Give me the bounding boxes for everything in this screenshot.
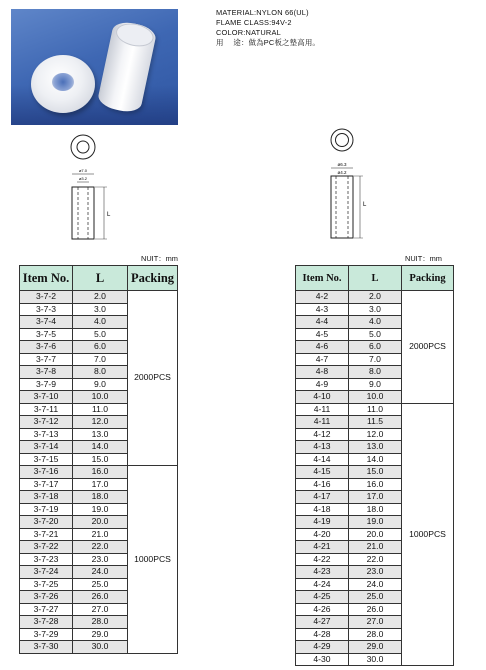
inner-circle	[77, 141, 89, 153]
spec-table-3-7	[19, 265, 178, 654]
length-cell: 15.0	[73, 453, 128, 466]
item-number-cell: 4-6	[296, 341, 349, 354]
item-number-cell: 4-3	[296, 303, 349, 316]
length-cell: 20.0	[73, 516, 128, 529]
inner-circle	[336, 134, 349, 147]
length-cell: 24.0	[349, 578, 402, 591]
item-number-cell: 4-12	[296, 428, 349, 441]
length-cell: 10.0	[73, 391, 128, 404]
header-length: L	[349, 266, 402, 291]
length-cell: 16.0	[73, 466, 128, 479]
length-cell: 14.0	[73, 441, 128, 454]
item-number-cell: 3-7-11	[20, 403, 73, 416]
item-number-cell: 3-7-30	[20, 641, 73, 654]
length-cell: 6.0	[73, 341, 128, 354]
flame-class-line: FLAME CLASS:94V-2	[216, 18, 292, 27]
item-number-cell: 4-25	[296, 591, 349, 604]
item-number-cell: 3-7-4	[20, 316, 73, 329]
item-number-cell: 4-14	[296, 453, 349, 466]
packing-cell: 1000PCS	[402, 403, 454, 666]
item-number-cell: 4-24	[296, 578, 349, 591]
item-number-cell: 4-16	[296, 478, 349, 491]
length-cell: 25.0	[73, 578, 128, 591]
usage-line: 用 途：做為PC板之墊高用。	[216, 38, 321, 47]
item-number-cell: 4-26	[296, 603, 349, 616]
length-cell: 28.0	[73, 616, 128, 629]
item-number-cell: 3-7-21	[20, 528, 73, 541]
length-cell: 28.0	[349, 628, 402, 641]
outer-circle	[71, 135, 95, 159]
side-view	[331, 176, 353, 238]
item-number-cell: 3-7-12	[20, 416, 73, 429]
item-number-cell: 3-7-7	[20, 353, 73, 366]
length-cell: 9.0	[73, 378, 128, 391]
length-cell: 11.0	[73, 403, 128, 416]
item-number-cell: 4-28	[296, 628, 349, 641]
id-label: ø4.2	[337, 170, 347, 175]
item-number-cell: 4-22	[296, 553, 349, 566]
length-cell: 26.0	[73, 591, 128, 604]
length-cell: 15.0	[349, 466, 402, 479]
length-cell: 19.0	[73, 503, 128, 516]
length-cell: 19.0	[349, 516, 402, 529]
item-number-cell: 4-27	[296, 616, 349, 629]
length-cell: 20.0	[349, 528, 402, 541]
item-number-cell: 4-11	[296, 403, 349, 416]
length-cell: 16.0	[349, 478, 402, 491]
length-cell: 18.0	[73, 491, 128, 504]
item-number-cell: 3-7-26	[20, 591, 73, 604]
header-length: L	[73, 266, 128, 291]
item-number-cell: 3-7-22	[20, 541, 73, 554]
header-item-no: Item No.	[296, 266, 349, 291]
length-cell: 3.0	[73, 303, 128, 316]
item-number-cell: 3-7-17	[20, 478, 73, 491]
item-number-cell: 4-11	[296, 416, 349, 429]
length-cell: 29.0	[349, 641, 402, 654]
length-cell: 14.0	[349, 453, 402, 466]
id-label: ø3.2	[78, 176, 88, 181]
item-number-cell: 3-7-18	[20, 491, 73, 504]
packing-cell: 2000PCS	[402, 291, 454, 404]
table-row	[296, 403, 454, 416]
length-cell: 23.0	[349, 566, 402, 579]
length-cell: 22.0	[349, 553, 402, 566]
item-number-cell: 4-7	[296, 353, 349, 366]
length-cell: 7.0	[349, 353, 402, 366]
material-specs	[216, 8, 320, 48]
item-number-cell: 4-29	[296, 641, 349, 654]
side-view	[72, 187, 94, 239]
length-cell: 4.0	[349, 316, 402, 329]
length-cell: 29.0	[73, 628, 128, 641]
table-row	[20, 291, 178, 304]
length-cell: 2.0	[349, 291, 402, 304]
length-cell: 4.0	[73, 316, 128, 329]
item-number-cell: 3-7-9	[20, 378, 73, 391]
header-item-no: Item No.	[20, 266, 73, 291]
length-cell: 8.0	[349, 366, 402, 379]
length-cell: 3.0	[349, 303, 402, 316]
item-number-cell: 3-7-29	[20, 628, 73, 641]
length-cell: 18.0	[349, 503, 402, 516]
item-number-cell: 3-7-6	[20, 341, 73, 354]
packing-cell: 2000PCS	[128, 291, 178, 466]
item-number-cell: 3-7-16	[20, 466, 73, 479]
item-number-cell: 3-7-10	[20, 391, 73, 404]
length-cell: 13.0	[73, 428, 128, 441]
item-number-cell: 3-7-19	[20, 503, 73, 516]
spacer-drawing-left	[66, 132, 126, 244]
item-number-cell: 4-17	[296, 491, 349, 504]
length-cell: 10.0	[349, 391, 402, 404]
length-cell: 26.0	[349, 603, 402, 616]
header-packing: Packing	[128, 266, 178, 291]
item-number-cell: 3-7-5	[20, 328, 73, 341]
item-number-cell: 3-7-25	[20, 578, 73, 591]
outer-circle	[331, 129, 353, 151]
length-cell: 11.0	[349, 403, 402, 416]
item-number-cell: 4-19	[296, 516, 349, 529]
item-number-cell: 4-13	[296, 441, 349, 454]
item-number-cell: 3-7-28	[20, 616, 73, 629]
od-label: ø7.0	[78, 168, 88, 173]
length-cell: 12.0	[349, 428, 402, 441]
table-header-row	[20, 266, 178, 291]
length-cell: 2.0	[73, 291, 128, 304]
length-cell: 12.0	[73, 416, 128, 429]
item-number-cell: 3-7-24	[20, 566, 73, 579]
length-cell: 23.0	[73, 553, 128, 566]
item-number-cell: 3-7-2	[20, 291, 73, 304]
length-cell: 30.0	[73, 641, 128, 654]
item-number-cell: 3-7-27	[20, 603, 73, 616]
length-label: L	[363, 202, 367, 208]
item-number-cell: 3-7-15	[20, 453, 73, 466]
item-number-cell: 4-18	[296, 503, 349, 516]
length-cell: 21.0	[73, 528, 128, 541]
item-number-cell: 3-7-23	[20, 553, 73, 566]
length-cell: 22.0	[73, 541, 128, 554]
spacer-drawing-right	[322, 124, 382, 244]
length-cell: 13.0	[349, 441, 402, 454]
length-cell: 17.0	[73, 478, 128, 491]
unit-label-right: NUIT：mm	[405, 254, 442, 263]
length-cell: 24.0	[73, 566, 128, 579]
length-label: L	[107, 212, 111, 218]
spacer-top	[114, 20, 156, 49]
short-spacer-image	[31, 55, 95, 113]
item-number-cell: 4-2	[296, 291, 349, 304]
item-number-cell: 3-7-3	[20, 303, 73, 316]
item-number-cell: 4-30	[296, 653, 349, 666]
product-photo	[11, 9, 178, 125]
table-row	[296, 291, 454, 304]
material-line: MATERIAL:NYLON 66(UL)	[216, 8, 309, 17]
item-number-cell: 4-15	[296, 466, 349, 479]
spacer-hole	[52, 73, 74, 91]
item-number-cell: 3-7-13	[20, 428, 73, 441]
length-cell: 6.0	[349, 341, 402, 354]
length-cell: 5.0	[349, 328, 402, 341]
table-header-row	[296, 266, 454, 291]
item-number-cell: 4-4	[296, 316, 349, 329]
length-cell: 7.0	[73, 353, 128, 366]
item-number-cell: 4-23	[296, 566, 349, 579]
item-number-cell: 4-20	[296, 528, 349, 541]
color-line: COLOR:NATURAL	[216, 28, 281, 37]
length-cell: 30.0	[349, 653, 402, 666]
item-number-cell: 4-8	[296, 366, 349, 379]
header-packing: Packing	[402, 266, 454, 291]
length-cell: 5.0	[73, 328, 128, 341]
length-cell: 27.0	[73, 603, 128, 616]
length-cell: 8.0	[73, 366, 128, 379]
length-cell: 17.0	[349, 491, 402, 504]
length-cell: 11.5	[349, 416, 402, 429]
length-cell: 21.0	[349, 541, 402, 554]
item-number-cell: 4-21	[296, 541, 349, 554]
length-cell: 25.0	[349, 591, 402, 604]
item-number-cell: 3-7-20	[20, 516, 73, 529]
item-number-cell: 4-9	[296, 378, 349, 391]
packing-cell: 1000PCS	[128, 466, 178, 654]
length-cell: 9.0	[349, 378, 402, 391]
od-label: ø6.3	[337, 162, 347, 167]
item-number-cell: 3-7-14	[20, 441, 73, 454]
length-cell: 27.0	[349, 616, 402, 629]
unit-label-left: NUIT：mm	[141, 254, 178, 263]
table-row	[20, 466, 178, 479]
item-number-cell: 4-5	[296, 328, 349, 341]
spec-table-4	[295, 265, 454, 666]
item-number-cell: 3-7-8	[20, 366, 73, 379]
item-number-cell: 4-10	[296, 391, 349, 404]
